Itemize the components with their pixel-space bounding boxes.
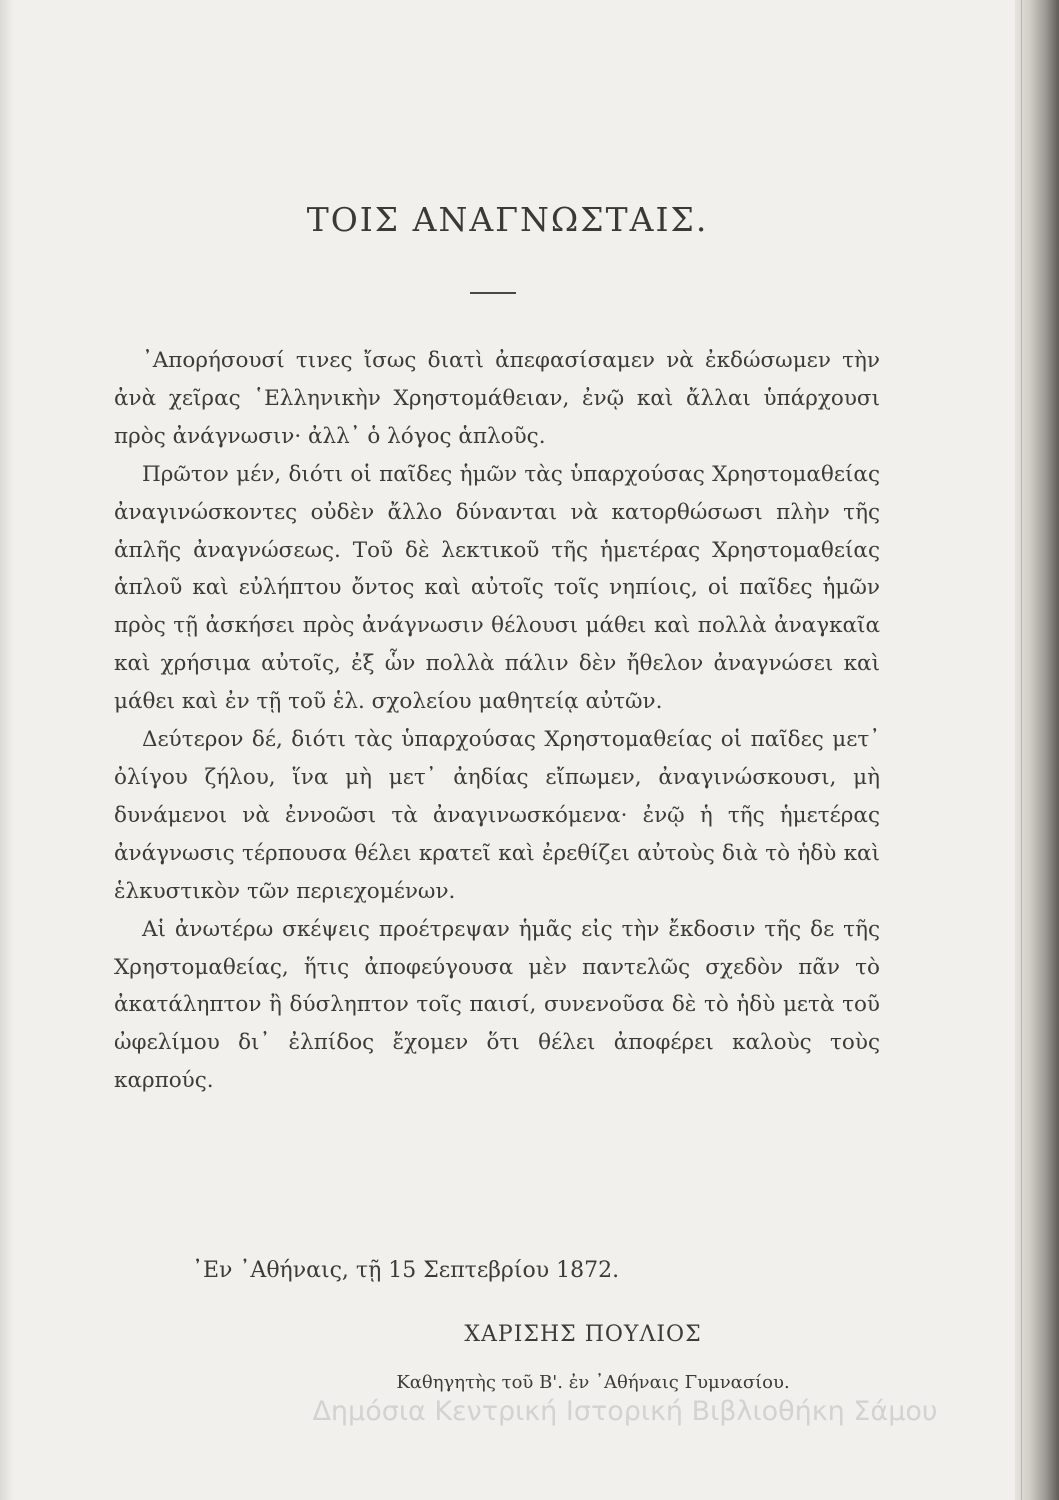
paragraph-3: Δεύτερον δέ, διότι τὰς ὑπαρχούσας Χρηστομαθείας οἱ παῖδες μετ᾿ ὀλίγου ζήλου, ἵνα μὴ μετ᾿ ἀηδίας εἴπωμεν, ἀναγινώσκουσι, μὴ δυνάμενοι νὰ ἐννοῶσι τὰ ἀναγινωσκόμενα· ἐνῷ ἡ τῆς ἡμετέρας ἀνάγνωσις τέρπουσα θέλει κρατεῖ καὶ ἐρεθίζει αὐτοὺς διὰ τὸ ἡδὺ καὶ ἑλκυστικὸν τῶν περιεχομένων. [114, 727, 880, 904]
place-date-line: ᾿Εν ᾿Αθήναις, τῇ 15 Σεπτεβρίου 1872. [192, 1258, 620, 1283]
author-name: ΧΑΡΙΣΗΣ ΠΟΥΛΙΟΣ [464, 1322, 702, 1347]
title-divider [470, 292, 516, 294]
page-title: ΤΟΙΣ ΑΝΑΓΝΩΣΤΑΙΣ. [306, 200, 709, 239]
paragraph-4: Αἱ ἀνωτέρω σκέψεις προέτρεψαν ἡμᾶς εἰς τὴν ἔκδοσιν τῆς δε τῆς Χρηστομαθείας, ἥτις ἀποφεύγουσα μὲν παντελῶς σχεδὸν πᾶν τὸ ἀκατάληπτον ἢ δύσληπτον τοῖς παισί, συνενοῦσα δὲ τὸ ἡδὺ μετὰ τοῦ ὠφελίμου δι᾿ ἐλπίδος ἔχομεν ὅτι θέλει ἀποφέρει καλοὺς τοὺς καρπούς. [114, 916, 880, 1094]
paragraph-1: ᾿Απορήσουσί τινες ἴσως διατὶ ἀπεφασίσαμεν νὰ ἐκδώσωμεν τὴν ἀνὰ χεῖρας ῾Ελληνικὴν Χρηστομάθειαν, ἐνῷ καὶ ἄλλαι ὑπάρχουσι πρὸς ἀνάγνωσιν· ἀλλ᾿ ὁ λόγος ἁπλοῦς. [114, 348, 880, 449]
library-watermark: Δημόσια Κεντρική Ιστορική Βιβλιοθήκη Σάμου [312, 1396, 938, 1427]
author-role: Καθηγητὴς τοῦ Β'. ἐν ᾿Αθήναις Γυμνασίου. [396, 1372, 790, 1393]
paragraph-2: Πρῶτον μέν, διότι οἱ παῖδες ἡμῶν τὰς ὑπαρχούσας Χρηστομαθείας ἀναγινώσκοντες οὐδὲν ἄλλο δύνανται νὰ κατορθώσωσι πλὴν τῆς ἁπλῆς ἀναγνώσεως. Τοῦ δὲ λεκτικοῦ τῆς ἡμετέρας Χρηστομαθείας ἁπλοῦ καὶ εὐλήπτου ὄντος καὶ αὐτοῖς τοῖς νηπίοις, οἱ παῖδες ἡμῶν πρὸς τῇ ἀσκήσει πρὸς ἀνάγνωσιν θέλουσι μάθει καὶ πολλὰ ἀναγκαῖα καὶ χρήσιμα αὐτοῖς, ἐξ ὧν πολλὰ πάλιν δὲν ἤθελον ἀναγνώσει καὶ μάθει καὶ ἐν τῇ τοῦ ἑλ. σχολείου μαθητείᾳ αὐτῶν. [114, 461, 880, 715]
book-spine-edge [1015, 0, 1059, 1500]
preface-body [114, 342, 880, 1100]
